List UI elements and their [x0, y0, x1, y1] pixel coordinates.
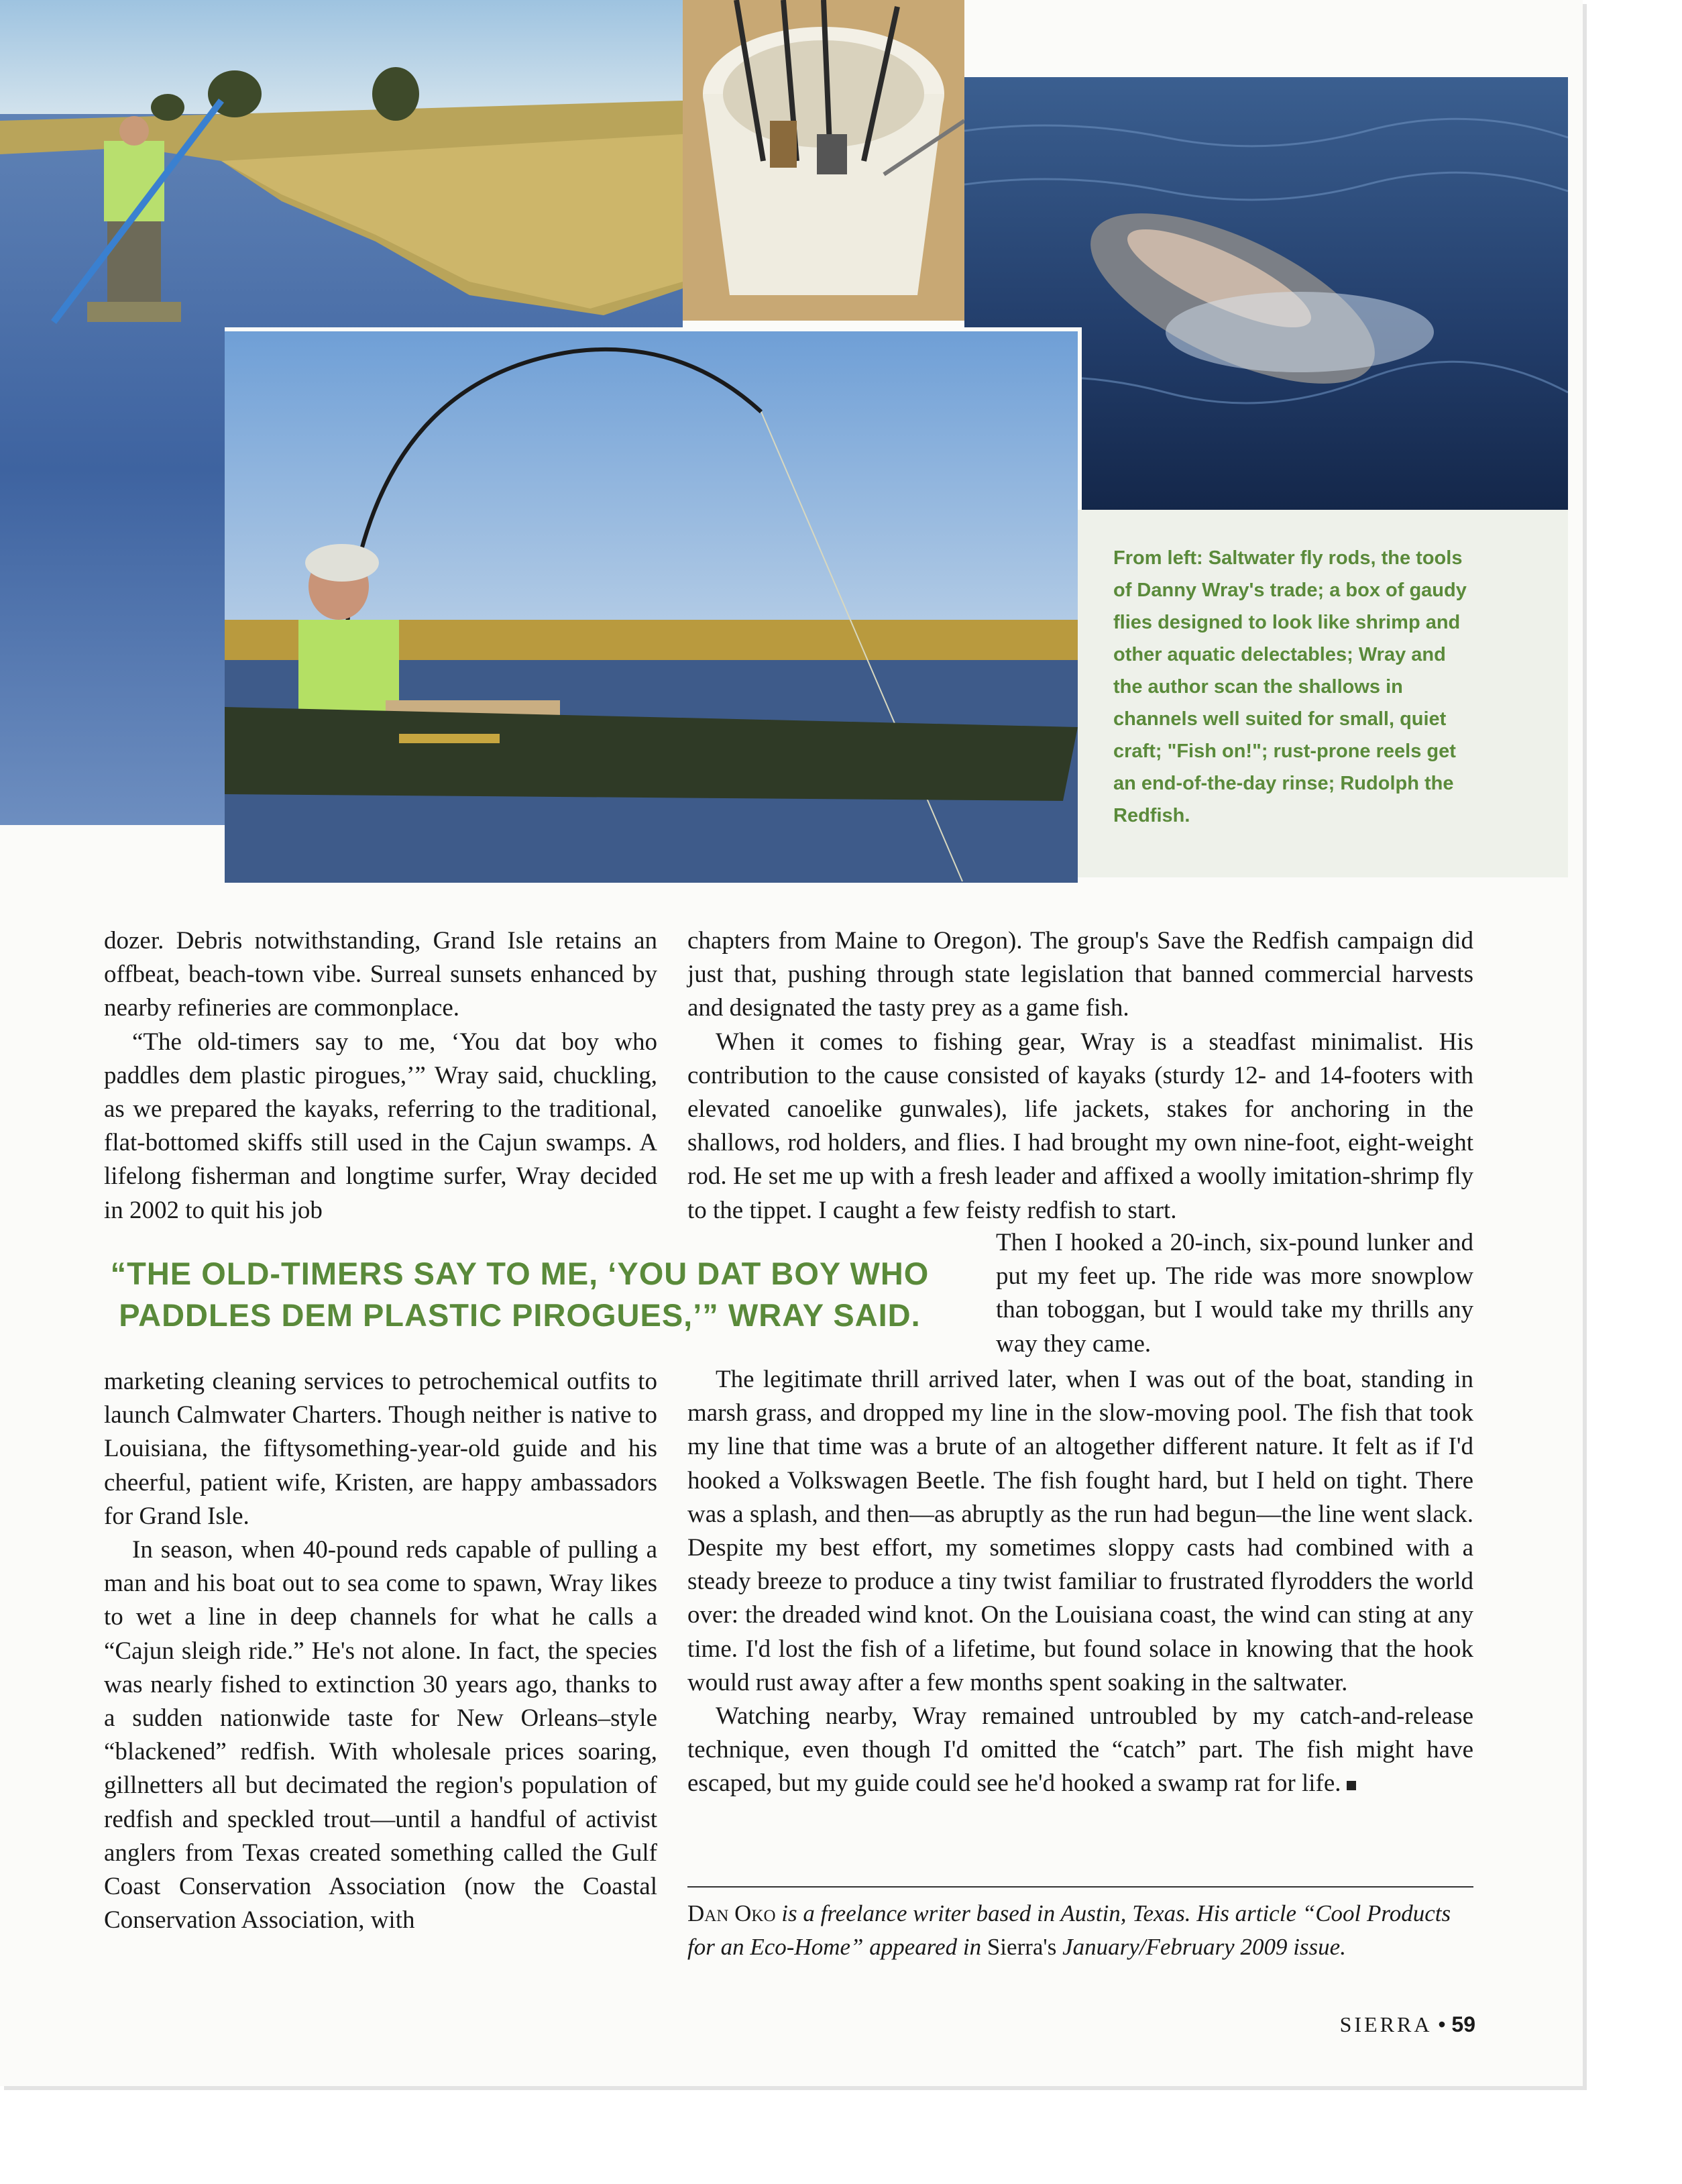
article-column-right-bottom	[687, 1363, 1473, 1801]
pull-quote	[101, 1253, 939, 1336]
folio-separator: •	[1438, 2012, 1446, 2036]
photo-rods-bucket	[683, 0, 964, 321]
page-folio	[1274, 2012, 1475, 2037]
paragraph: chapters from Maine to Oregon). The group's Save the Redfish campaign did just that, pushing through state legislation that banned commercial harvests and designated the tasty prey as a game fish.	[687, 927, 1473, 1022]
end-mark-icon	[1347, 1781, 1356, 1790]
page-number: 59	[1451, 2012, 1475, 2036]
article-column-right-top	[687, 924, 1473, 1227]
paragraph-text: Watching nearby, Wray remained untroubled by my catch-and-release technique, even though I'd omitted the “catch” part. The fish might have escaped, but my guide could see he'd hooked a swamp rat for life.	[687, 1702, 1473, 1798]
pull-quote-line-1: “THE OLD-TIMERS SAY TO ME, ‘YOU DAT BOY WHO	[110, 1256, 930, 1291]
author-name: Dan Oko	[687, 1900, 776, 1926]
article-column-left-bottom	[104, 1365, 657, 1937]
paragraph	[687, 1700, 1473, 1801]
paragraph: In season, when 40-pound reds capable of pulling a man and his boat out to sea come to spawn, Wray likes to wet a line in deep channels for what he calls a “Cajun sleigh ride.” He's not alone. In fact, the species was nearly fished to extinction 30 years ago, thanks to a sudden nationwide taste for New Orleans–style “blackened” redfish. With wholesale prices soaring, gillnetters all but decimated the region's population of redfish and speckled trout—until a handful of activist anglers from Texas created something called the Gulf Coast Conservation Association (now the Coastal Conservation Association, with	[104, 1536, 657, 1934]
pull-quote-line-2: PADDLES DEM PLASTIC PIROGUES,’” WRAY SAID.	[119, 1297, 921, 1333]
paragraph: The legitimate thrill arrived later, when I was out of the boat, standing in marsh grass, and dropped my line in the slow-moving pool. The fish that took my line that time was a brute of an altogether different nature. It felt as if I'd hooked a Volkswagen Beetle. The fish fought hard, but I held on tight. There was a splash, and then—as abruptly as the run had begun—the line went slack. Despite my best effort, my sometimes sloppy casts had combined with a steady breeze to produce a tiny twist familiar to frustrated flyrodders the world over: the dreaded wind knot. On the Louisiana coast, the wind can sting at any time. I'd lost the fish of a lifetime, but found solace in knowing that the hook would rust away after a few months spent soaking in the saltwater.	[687, 1366, 1473, 1696]
paragraph: “The old-timers say to me, ‘You dat boy who paddles dem plastic pirogues,’” Wray said, chuckling, as we prepared the kayaks, referring to the traditional, flat-bottomed skiffs still used in the Cajun swamps. A lifelong fisherman and longtime surfer, Wray decided in 2002 to quit his job	[104, 1028, 657, 1224]
bio-text-2: January/February 2009 issue.	[1062, 1934, 1346, 1960]
paragraph: dozer. Debris notwithstanding, Grand Isle retains an offbeat, beach-town vibe. Surreal sunsets enhanced by nearby refineries are commonplace.	[104, 927, 657, 1022]
photo-caption: From left: Saltwater fly rods, the tools of Danny Wray's trade; a box of gaudy flies designed to look like shrimp and other aquatic delectables; Wray and the author scan the shallows in channels well suited for small, quiet craft; "Fish on!"; rust-prone reels get an end-of-the-day rinse; Rudolph the Redfish.	[1113, 547, 1467, 826]
magazine-name: SIERRA	[1339, 2012, 1433, 2036]
bio-text-1: is a freelance writer based in Austin, Texas. His article “Cool Products for an Eco-Home” appeared in	[687, 1900, 1451, 1960]
paragraph: marketing cleaning services to petrochemical outfits to launch Calmwater Charters. Though neither is native to Louisiana, the fiftysomething-year-old guide and his cheerful, patient wife, Kristen, are happy ambassadors for Grand Isle.	[104, 1368, 657, 1530]
bio-divider	[687, 1886, 1473, 1888]
paragraph: When it comes to fishing gear, Wray is a steadfast minimalist. His contribution to the cause consisted of kayaks (sturdy 12- and 14-footers with elevated canoelike gunwales), life jackets, stakes for anchoring in the shallows, rod holders, and flies. I had brought my own nine-foot, eight-weight rod. He set me up with a fresh leader and affixed a woolly imitation-shrimp fly to the tippet. I caught a few feisty redfish to start.	[687, 1028, 1473, 1224]
bio-publication: Sierra's	[987, 1934, 1057, 1960]
article-text-beside-pullquote: Then I hooked a 20-inch, six-pound lunker and put my feet up. The ride was more snowplow than toboggan, but I would take my thrills any way they came.	[996, 1229, 1473, 1358]
photo-angler-fighting-fish	[225, 327, 1082, 883]
article-column-left-top	[104, 924, 657, 1227]
author-bio	[687, 1897, 1479, 1964]
